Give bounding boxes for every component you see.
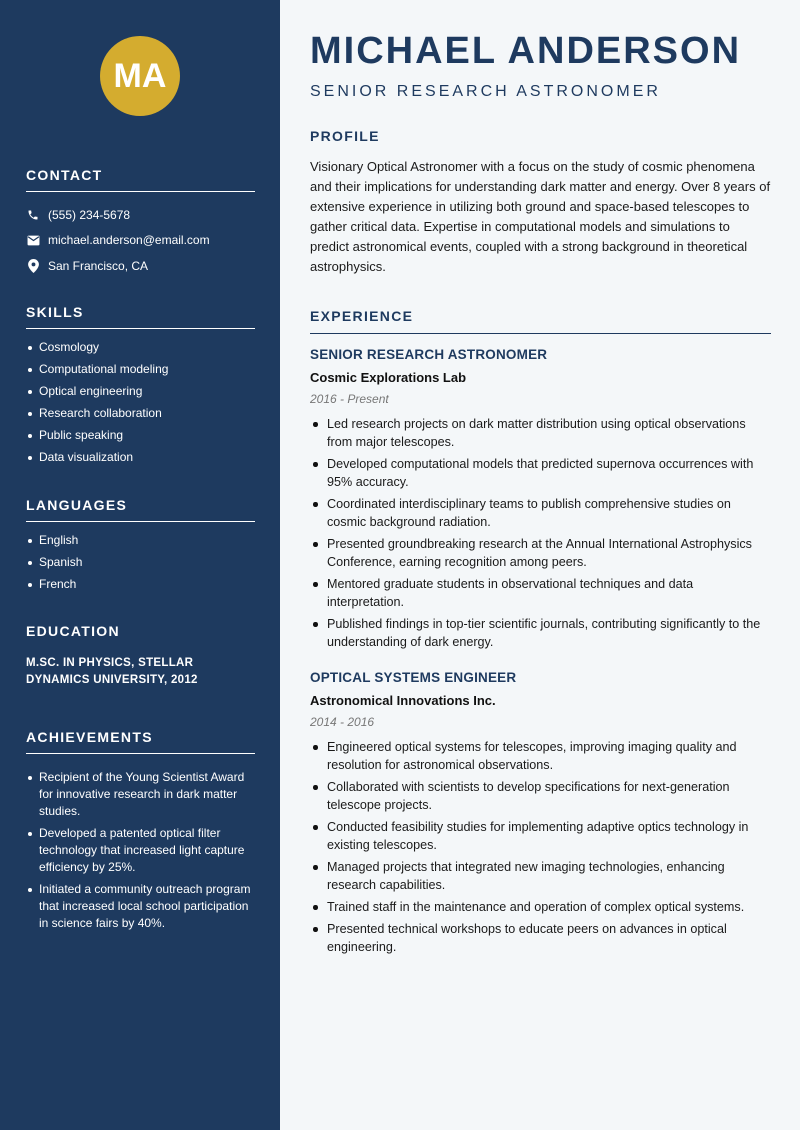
contact-list [26, 202, 255, 279]
sidebar [0, 0, 280, 1130]
profile-text: Visionary Optical Astronomer with a focus on the study of cosmic phenomena and their implications for understanding dark matter and energy. Over 8 years of extensive experience in utilizing both ground and space-based telescopes to gather critical data. Expertise in computational models and simulations to predict astronomical events, coupled with a strong background in theoretical astrophysics. [310, 159, 771, 274]
job-dates: 2014 - 2016 [310, 715, 375, 729]
job-bullet: Engineered optical systems for telescopes, improving imaging quality and resolution for astronomical observations. [310, 738, 771, 774]
job-bullet: Trained staff in the maintenance and operation of complex optical systems. [310, 898, 771, 916]
language-item: English [26, 532, 255, 549]
job-bullet: Led research projects on dark matter distribution using optical observations from major telescopes. [310, 415, 771, 451]
job-bullets [310, 415, 771, 651]
contact-section [26, 167, 255, 279]
skills-heading: SKILLS [26, 304, 255, 329]
achievement-item: Developed a patented optical filter technology that increased light capture efficiency by 25%. [26, 825, 255, 876]
job-bullet: Mentored graduate students in observational techniques and data interpretation. [310, 575, 771, 611]
contact-email-text: michael.anderson@email.com [48, 233, 210, 248]
contact-phone-text: (555) 234-5678 [48, 207, 131, 222]
skill-item: Public speaking [26, 427, 255, 444]
profile-section [310, 128, 771, 277]
job-entry [310, 670, 771, 960]
job-bullet: Managed projects that integrated new imaging technologies, enhancing research capabilities. [310, 858, 771, 894]
location-pin-icon [26, 259, 40, 273]
job-company: Cosmic Explorations Lab [310, 370, 467, 385]
skill-item: Data visualization [26, 449, 255, 466]
job-company: Astronomical Innovations Inc. [310, 693, 496, 708]
languages-heading: LANGUAGES [26, 497, 255, 522]
achievements-heading: ACHIEVEMENTS [26, 729, 255, 754]
education-section [26, 623, 255, 689]
languages-section [26, 497, 255, 598]
skill-item: Cosmology [26, 339, 255, 356]
language-item: Spanish [26, 554, 255, 571]
contact-email [26, 228, 255, 254]
contact-phone [26, 202, 255, 228]
job-bullets [310, 738, 771, 956]
contact-location [26, 253, 255, 279]
job-title: SENIOR RESEARCH ASTRONOMER [310, 347, 548, 362]
experience-divider [310, 333, 771, 334]
main-content [280, 0, 800, 1130]
candidate-title: SENIOR RESEARCH ASTRONOMER [310, 83, 661, 100]
skills-section [26, 304, 255, 471]
job-bullet: Published findings in top-tier scientific journals, contributing significantly to the understanding of dark energy. [310, 615, 771, 651]
job-bullet: Developed computational models that predicted supernova occurrences with 95% accuracy. [310, 455, 771, 491]
language-item: French [26, 576, 255, 593]
achievements-list [26, 769, 255, 932]
experience-section [310, 308, 771, 968]
job-bullet: Collaborated with scientists to develop specifications for next-generation telescope projects. [310, 778, 771, 814]
profile-heading: PROFILE [310, 128, 380, 144]
contact-location-text: San Francisco, CA [48, 258, 149, 273]
achievement-item: Initiated a community outreach program that increased local school participation in science fairs by 40%. [26, 881, 255, 932]
job-title: OPTICAL SYSTEMS ENGINEER [310, 670, 517, 685]
avatar [100, 36, 180, 116]
job-bullet: Conducted feasibility studies for implementing adaptive optics technology in existing telescopes. [310, 818, 771, 854]
job-bullet: Presented groundbreaking research at the Annual International Astrophysics Conference, earning recognition among peers. [310, 535, 771, 571]
achievements-section [26, 729, 255, 937]
skill-item: Computational modeling [26, 361, 255, 378]
avatar-initials: MA [113, 56, 167, 95]
education-degree: M.SC. IN PHYSICS, STELLAR DYNAMICS UNIVERSITY, 2012 [26, 657, 198, 686]
skill-item: Optical engineering [26, 383, 255, 400]
job-bullet: Presented technical workshops to educate peers on advances in optical engineering. [310, 920, 771, 956]
candidate-name: MICHAEL ANDERSON [310, 30, 742, 72]
skills-list [26, 339, 255, 466]
skill-item: Research collaboration [26, 405, 255, 422]
email-icon [26, 233, 40, 247]
job-bullet: Coordinated interdisciplinary teams to publish comprehensive studies on cosmic background radiation. [310, 495, 771, 531]
education-heading: EDUCATION [26, 623, 120, 639]
experience-heading: EXPERIENCE [310, 308, 414, 324]
job-entry [310, 347, 771, 655]
languages-list [26, 532, 255, 593]
contact-heading: CONTACT [26, 167, 255, 192]
phone-icon [26, 208, 40, 222]
job-dates: 2016 - Present [310, 392, 389, 406]
achievement-item: Recipient of the Young Scientist Award for innovative research in dark matter studies. [26, 769, 255, 820]
